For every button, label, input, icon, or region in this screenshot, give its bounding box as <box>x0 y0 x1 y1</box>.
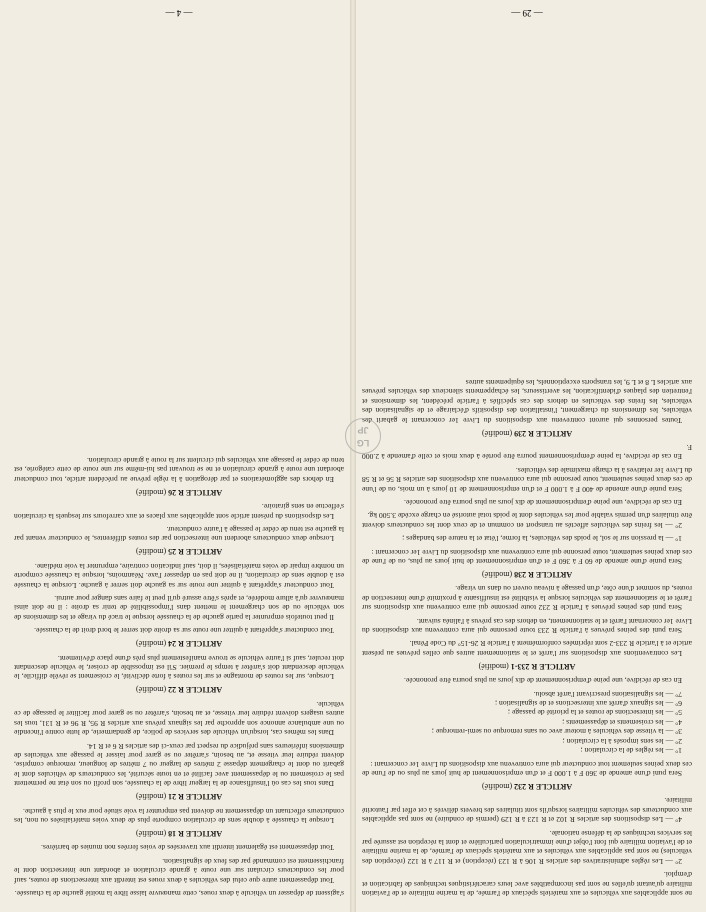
list-item: 4° — les croisements et dépassements ; <box>562 717 682 727</box>
paragraph: Tout conducteur s'apprêtant à quitter une route sur sa droite doit serrer le bord droit de la chaussée. <box>34 626 334 636</box>
list-item: 6° — les signaux d'arrêt aux intersections et de signalisation ; <box>494 699 682 709</box>
paragraph: En dehors des agglomérations et par dérogation à la règle prévue au précédent article, tout conducteur abordant une route à grande circulation et ne se trouvant pas lui-même sur une route de cette catégorie, est tenu de céder le passage aux véhicules qui circulent sur la route à grande circulation. <box>14 456 344 484</box>
paragraph: Lorsque, sur les routes de montagne et sur les routes à forte déclivité, le croisement se révèle difficile, le véhicule descendant doit s'arrêter à temps le premier. S'il est impossible de croiser, le véhicule descendant doit reculer, sauf si l'autre véhicule se trouve manifestement plus près d'une place d'évitement. <box>14 653 344 682</box>
folio-29: — 29 — <box>511 8 543 18</box>
folio-4: — 4 — <box>165 8 193 18</box>
article-status: (modifié) <box>481 428 513 438</box>
page-4-text <box>14 456 344 898</box>
article-heading <box>14 546 344 556</box>
article-heading <box>14 487 344 497</box>
paragraph: En cas de récidive, une peine d'emprisonnement de dix jours au plus pourra être prononcée. <box>403 498 682 507</box>
article-number: ARTICLE R 238 <box>514 570 573 580</box>
article-number: ARTICLE R 233-1 <box>510 661 576 671</box>
list-item: 3° — la vitesse des véhicules à moteur avec ou sans remorque ou semi-remorque ; <box>431 727 682 737</box>
list-item: 7° — les signalisations prescrivant l'arrêt absolu. <box>533 689 682 699</box>
paragraph: Sera punie d'une amende de 60 F à 360 F et d'un emprisonnement de huit jours au plus, ou de l'une de ces deux peines seulement, toute personne qui aura contrevenu aux dispositions du Livre 1er concernant : <box>362 547 692 567</box>
article-status: (modifié) <box>135 792 167 802</box>
stamp-line-1: LG <box>356 438 370 448</box>
paragraph: En cas de récidive, une peine d'emprisonnement de dix jours au plus pourra être prononcée. <box>403 676 682 686</box>
book-gutter <box>350 0 356 912</box>
paragraph: Sera punie d'une amende de 400 F à 1.000 F et d'un emprisonnement de 10 jours à un mois, ou de l'une de ces deux peines seulement, toute personne qui aura contrevenu aux dispositions des articles R 56 et R 58 du Livre 1er relatives à la charge maximale des véhicules. <box>362 465 692 494</box>
paragraph: Lorsque la chaussée à double sens de circulation comporte plus de deux voies matérialisées ou non, les conducteurs effectuant un dépassement ne doivent pas emprunter la voie située pour eux le plus à gauche. <box>14 806 344 825</box>
article-heading <box>14 685 344 695</box>
article-status: (modifié) <box>481 781 513 791</box>
article-status: (modifié) <box>135 547 167 557</box>
article-heading <box>362 569 692 579</box>
article-status: (modifié) <box>481 570 513 580</box>
paragraph: Lorsque deux conducteurs abordent une intersection par des routes différentes, le conducteur venant par la gauche est tenu de céder le passage à l'autre conducteur. <box>14 525 344 544</box>
article-heading <box>14 791 344 801</box>
article-heading <box>362 428 692 438</box>
paragraph: Sera puni des peines prévues à l'article R 232 toute personne qui aura contrevenu aux dispositions sur l'arrêt et le stationnement des véhicules lorsque la visibilité est insuffisante à proximité d'une intersection de routes, du sommet d'une côte, d'un passage à niveau ouvert ou dans un virage. <box>362 584 692 613</box>
paragraph: Sera puni d'une amende de 360 F à 1.000 F et d'un emprisonnement de huit jours au plus ou de l'une de ces deux peines seulement tout conducteur qui aura contrevenu aux dispositions du Livre 1er concernant : <box>362 759 692 778</box>
paragraph: 1° — la pression sur le sol, le poids des véhicules, la forme, l'état et la nature des bandages ; <box>402 534 682 544</box>
article-number: ARTICLE R 26 <box>168 487 223 497</box>
list-item: 1° — les règles de la circulation ; <box>580 746 682 756</box>
paragraph: Tout conducteur s'apprêtant à quitter une route sur sa gauche doit serrer à gauche. Lorsque la chaussée est à double sens de circulation, il ne doit pas en dépasser l'axe. Néanmoins, lorsque la chaussée comporte un nombre impair de voies matérialisées, il doit, sauf indication contraire, emprunter la voie médiane. <box>14 561 344 590</box>
page-4 <box>14 30 344 898</box>
article-number: ARTICLE R 239 <box>514 428 573 438</box>
article-status: (modifié) <box>135 639 167 649</box>
paragraph: Dans les mêmes cas, lorsqu'un véhicule des services de police, de gendarmerie, de lutte contre l'incendie ou une ambulance annonce son approche par les signaux prévus aux articles R 95, R 96 et R 131, tous les autres usagers doivent réduire leur vitesse, et au besoin, s'arrêter ou se garer pour faciliter le passage de ce véhicule. <box>14 699 344 738</box>
list-item: 2° — les sens imposés à la circulation ; <box>562 736 682 746</box>
article-heading <box>14 828 344 838</box>
article-number: ARTICLE R 21 <box>168 792 223 802</box>
paragraph: s'agissent de dépasser un véhicule à deux roues, cette manœuvre laisse libre la moitié gauche de la chaussée. <box>14 889 344 898</box>
page-29 <box>362 30 692 898</box>
article-number: ARTICLE R 22 <box>168 685 223 695</box>
paragraph: Tout dépassement est également interdit aux traversées de voies ferrées non munies de barrières. <box>41 843 334 853</box>
paragraph: Il peut toutefois emprunter la partie gauche de la chaussée lorsque le tracé du virage et les dimensions de son véhicule ou de son chargement le mettent dans l'impossibilité de tenir sa droite : il ne doit ainsi manœuvrer qu'à allure modérée, et après s'être assuré qu'il peut le faire sans danger pour autrui. <box>14 594 344 622</box>
paragraph: 2° — Les règles administratives des articles R 106 à R 123 (réception) et R 117 à R 122 (réception des véhicules) ne sont pas applicables aux véhicules et aux matériels spéciaux de l'armée, de la marine militaire et de l'aviation militaire qui font l'objet d'une immatriculation particulière et dont la réception est assurée par les services techniques de la défense nationale. <box>362 828 692 866</box>
paragraph: Sera puni des peines prévues à l'article R 233 toute personne qui aura contrevenu aux dispositions du Livre 1er concernant l'arrêt et le stationnement, en dehors des cas prévus à l'alinéa suivant. <box>362 616 692 636</box>
enumerated-list <box>362 689 692 755</box>
article-heading <box>14 638 344 648</box>
paragraph: ne sont applicables aux véhicules et aux matériels spéciaux de l'armée, de la marine militaire et de l'aviation militaire qu'autant qu'elles ne sont pas incompatibles avec leurs caractéristiques techniques de fabrication et d'emploi. <box>362 870 692 898</box>
article-status: (modifié) <box>135 828 167 838</box>
article-heading <box>362 781 692 791</box>
article-number: ARTICLE R 18 <box>168 828 223 838</box>
stamp-line-2: JP <box>357 425 369 435</box>
paragraph: Toutes personnes qui auront contrevenu aux dispositions du Livre 1er concernant le gabarit des véhicules, les dimensions du chargement, l'installation des dispositifs d'éclairage et de signalisation des véhicules, les freins des véhicules en dehors des cas spécifiés à l'article précédent, les dimensions et l'entretien des plaques d'identification, les avertisseurs, les échappements silencieux des véhicules prévues aux articles L 8 et L 9, les transports exceptionnels, les équipements autres <box>362 377 692 425</box>
paragraph: Les contraventions aux dispositions sur l'arrêt et le stationnement autres que celles prévues au présent article et à l'article R 233-2 sont réprimées conformément à l'article R 26-15° du Code Pénal. <box>362 639 692 658</box>
article-status: (modifié) <box>135 685 167 695</box>
paragraph: Dans tous les cas où l'insuffisance de la largeur libre de la chaussée, son profil ou son état ne permettent pas le croisement ou le dépassement avec facilité et en toute sécurité, les conducteurs de véhicules dont le gabarit ou dont le chargement dépasse 2 mètres de largeur ou 7 mètres de longueur, remorque comprise, doivent réduire leur vitesse et, au besoin, s'arrêter ou se garer pour laisser le passage aux véhicules de dimensions inférieures sans préjudice du respect par ceux-ci des articles R 6 et R 14. <box>14 741 344 789</box>
paragraph: Les dispositions du présent article sont applicables aux places et aux carrefours sur lesquels la circulation s'effectue en sens giratoire. <box>14 502 344 521</box>
paragraph: En cas de récidive, la peine d'emprisonnement pourra être portée à deux mois et celle d'amende à 2.000 F. <box>362 442 692 462</box>
article-status: (modifié) <box>478 661 509 671</box>
paragraph: 4° — Les dispositions des articles R 102 et R 123 à R 129 (permis de conduire) ne sont pas applicables aux conducteurs des véhicules militaires lorsqu'ils sont titulaires des brevets délivrés à cet effet par l'autorité militaire. <box>362 796 692 825</box>
article-number: ARTICLE R 24 <box>168 639 223 649</box>
paragraph: 2° — les freins des véhicules affectés au transport en commun et de ceux dont les conducteurs doivent être titulaires d'un permis valable pour les véhicules dont le poids total autorisé en charge excède 3.500 kg. <box>362 511 692 530</box>
article-number: ARTICLE R 25 <box>168 547 223 557</box>
article-heading <box>362 661 692 671</box>
page-29-text <box>362 378 692 898</box>
library-stamp <box>345 418 381 454</box>
list-item: 5° — les intersections de routes et la priorité de passage ; <box>507 708 682 718</box>
article-number: ARTICLE R 232 <box>514 781 573 791</box>
paragraph: Tout dépassement autre que celui des véhicules à deux roues est interdit aux intersections de routes, sauf pour les conducteurs circulant sur une route à grande circulation et abordant une intersection dont le franchissement est commandé par des feux de signalisation. <box>14 856 344 885</box>
article-status: (modifié) <box>135 487 167 497</box>
